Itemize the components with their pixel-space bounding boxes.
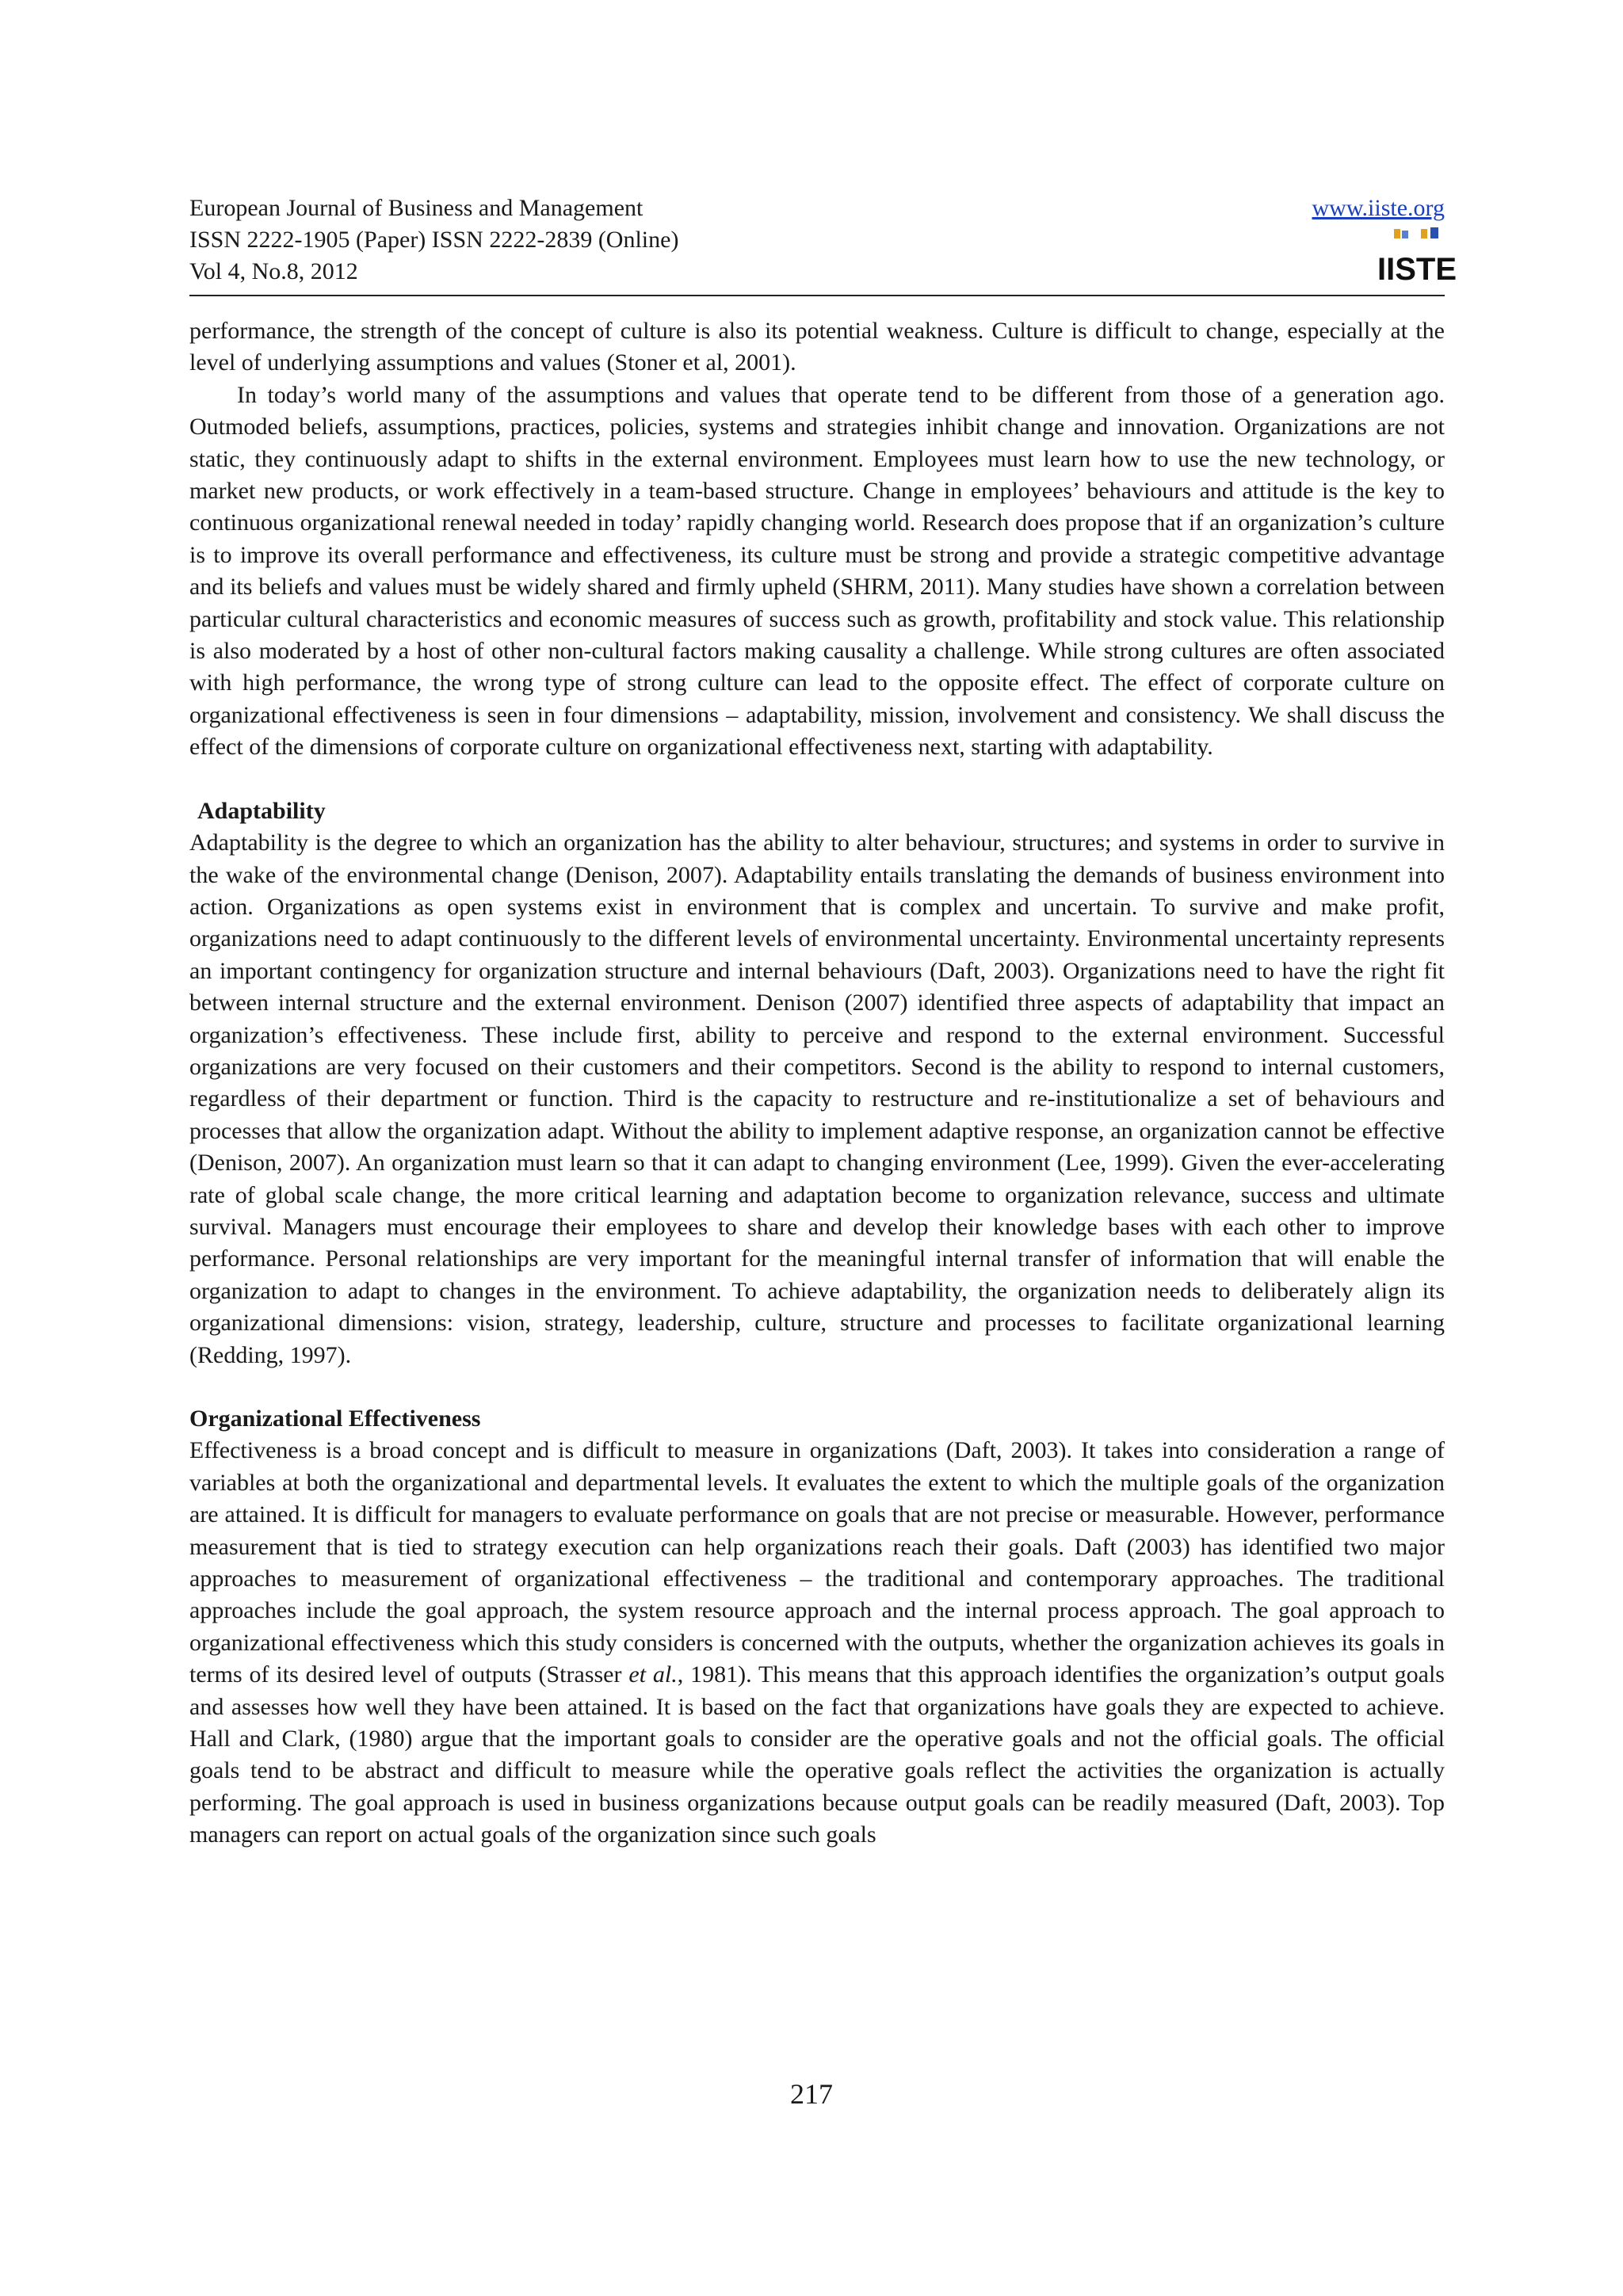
journal-title: European Journal of Business and Management bbox=[189, 195, 643, 221]
iiste-logo bbox=[1377, 227, 1457, 287]
heading-adaptability: Adaptability bbox=[197, 797, 326, 824]
paragraph-effectiveness-part-2: , 1981). This means that this approach identifies the organization’s output goals and assesses how well they have been attained. It is based on the fact that organizations have goals they are expected to achieve. Hall and Clark, (1980) argue that the important goals to consider are the operative goals and not the official goals. The official goals tend to be abstract and difficult to measure while the operative goals reflect the activities the organization is actually performing. The goal approach is used in business organizations because output goals can be readily measured (Daft, 2003). Top managers can report on actual goals of the organization since such goals bbox=[189, 1661, 1445, 1848]
heading-organizational-effectiveness: Organizational Effectiveness bbox=[189, 1405, 481, 1432]
issn-line: ISSN 2222-1905 (Paper) ISSN 2222-2839 (Online) bbox=[189, 227, 679, 253]
spacer bbox=[189, 764, 1445, 795]
page-number: 217 bbox=[790, 2078, 833, 2110]
article-body bbox=[189, 315, 1445, 1852]
paragraph-2: In today’s world many of the assumptions and values that operate tend to be different from those of a generation ago. Outmoded beliefs, assumptions, practices, policies, systems and strategies inhibit change and innovation. Organizations are not static, they continuously adapt to shifts in the external environment. Employees must learn how to use the new technology, or market new products, or work effectively in a team-based structure. Change in employees’ behaviours and attitude is the key to continuous organizational renewal needed in today’ rapidly changing world. Research does propose that if an organization’s culture is to improve its overall performance and effectiveness, its culture must be strong and provide a strategic competitive advantage and its beliefs and values must be widely shared and firmly upheld (SHRM, 2011). Many studies have shown a correlation between particular cultural characteristics and economic measures of success such as growth, profitability and stock value. This relationship is also moderated by a host of other non-cultural factors making causality a challenge. While strong cultures are often associated with high performance, the wrong type of strong culture can lead to the opposite effect. The effect of corporate culture on organizational effectiveness is seen in four dimensions – adaptability, mission, involvement and consistency. We shall discuss the effect of the dimensions of corporate culture on organizational effectiveness next, starting with adaptability. bbox=[189, 381, 1445, 761]
paragraph-1: performance, the strength of the concept of culture is also its potential weakness. Culture is difficult to change, especially at the level of underlying assumptions and values (Stoner et al, 2001). bbox=[189, 318, 1445, 376]
paragraph-effectiveness-part-1: Effectiveness is a broad concept and is difficult to measure in organizations (Daft, 2003). It takes into consideration a range of variables at both the organizational and departmental levels. It evaluates the extent to which the multiple goals of the organization are attained. It is difficult for managers to evaluate performance on goals that are not precise or measurable. However, performance measurement that is tied to strategy execution can help organizations reach their goals. Daft (2003) has identified two major approaches to measurement of organizational effectiveness – the traditional and contemporary approaches. The traditional approaches include the goal approach, the system resource approach and the internal process approach. The goal approach to organizational effectiveness which this study considers is concerned with the outputs, whether the organization achieves its goals in terms of its desired level of outputs (Strasser bbox=[189, 1437, 1445, 1688]
volume-line: Vol 4, No.8, 2012 bbox=[189, 258, 358, 284]
logo-text: IISTE bbox=[1377, 252, 1457, 287]
page-header bbox=[189, 193, 1457, 299]
header-rule bbox=[189, 295, 1445, 296]
website-link[interactable]: www.iiste.org bbox=[1312, 195, 1445, 221]
paragraph-adaptability: Adaptability is the degree to which an organization has the ability to alter behaviour, structures; and systems in order to survive in the wake of the environmental change (Denison, 2007). Adaptability entails translating the demands of business environment into action. Organizations as open systems exist in environment that is complex and uncertain. To survive and make profit, organizations need to adapt continuously to the different levels of environmental uncertainty. Environmental uncertainty represents an important contingency for organization structure and internal behaviours (Daft, 2003). Organizations need to have the right fit between internal structure and the external environment. Denison (2007) identified three aspects of adaptability that impact an organization’s effectiveness. These include first, ability to perceive and respond to the external environment. Successful organizations are very focused on their customers and their competitors. Second is the ability to respond to internal customers, regardless of their department or function. Third is the capacity to restructure and re-institutionalize a set of behaviours and processes that allow the organization adapt. Without the ability to implement adaptive response, an organization cannot be effective (Denison, 2007). An organization must learn so that it can adapt to changing environment (Lee, 1999). Given the ever-accelerating rate of global scale change, the more critical learning and adaptation become to organization relevance, success and ultimate survival. Managers must encourage their employees to share and develop their knowledge bases with each other to improve performance. Personal relationships are very important for the meaningful internal transfer of information that will enable the organization to adapt to changes in the environment. To achieve adaptability, the organization needs to deliberately align its organizational dimensions: vision, strategy, leadership, culture, structure and processes to facilitate organizational learning (Redding, 1997). bbox=[189, 830, 1445, 1368]
spacer bbox=[189, 1371, 1445, 1403]
citation-italic: et al. bbox=[628, 1661, 678, 1688]
paragraph-effectiveness bbox=[189, 1435, 1445, 1851]
